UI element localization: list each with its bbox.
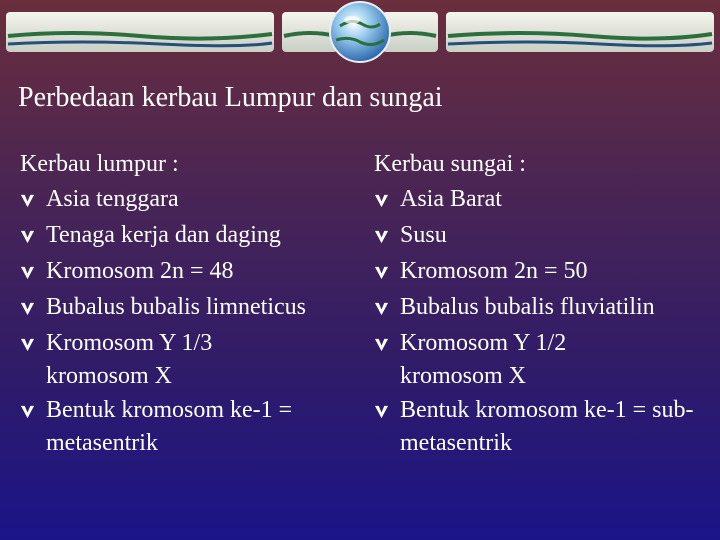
check-bullet-icon [20,182,46,218]
list-item [374,290,714,326]
list-item-text: Kromosom 2n = 48 [46,258,234,284]
check-bullet-icon [374,393,400,429]
right-column-heading: Kerbau sungai : [374,151,526,177]
list-item-text: Kromosom 2n = 50 [400,258,588,284]
list-item-text: Kromosom Y 1/3 kromosom X [46,330,213,389]
banner-panel-right [446,12,714,52]
list-item [374,182,714,218]
check-bullet-icon [20,254,46,290]
list-item-text: Bubalus bubalis limneticus [46,294,306,320]
list-item-text: Susu [400,222,447,248]
list-item [374,254,714,290]
list-item [20,393,360,460]
banner-panel-left [6,12,274,52]
decorative-banner [0,0,720,70]
check-bullet-icon [20,290,46,326]
right-bullet-list [374,182,714,460]
list-item-text: Asia Barat [400,186,502,212]
left-bullet-list [20,182,360,460]
check-bullet-icon [374,290,400,326]
list-item-text: Bentuk kromosom ke-1 = metasentrik [46,397,293,456]
left-column-heading: Kerbau lumpur : [20,151,179,177]
check-bullet-icon [20,326,46,362]
list-item-text: Bubalus bubalis fluviatilin [400,294,655,320]
list-item [20,182,360,218]
check-bullet-icon [20,218,46,254]
slide-title: Perbedaan kerbau Lumpur dan sungai [18,82,443,113]
check-bullet-icon [374,326,400,362]
check-bullet-icon [20,393,46,429]
list-item [374,218,714,254]
list-item [20,254,360,290]
left-column [20,146,360,460]
list-item [20,218,360,254]
check-bullet-icon [374,254,400,290]
right-column [374,146,714,460]
list-item-text: Tenaga kerja dan daging [46,222,281,248]
check-bullet-icon [374,218,400,254]
list-item [20,326,360,393]
list-item-text: Asia tenggara [46,186,179,212]
list-item-text: Kromosom Y 1/2 kromosom X [400,330,567,389]
list-item-text: Bentuk kromosom ke-1 = sub-metasentrik [400,397,694,456]
check-bullet-icon [374,182,400,218]
list-item [20,290,360,326]
list-item [374,326,714,393]
globe-icon [330,2,390,62]
list-item [374,393,714,460]
